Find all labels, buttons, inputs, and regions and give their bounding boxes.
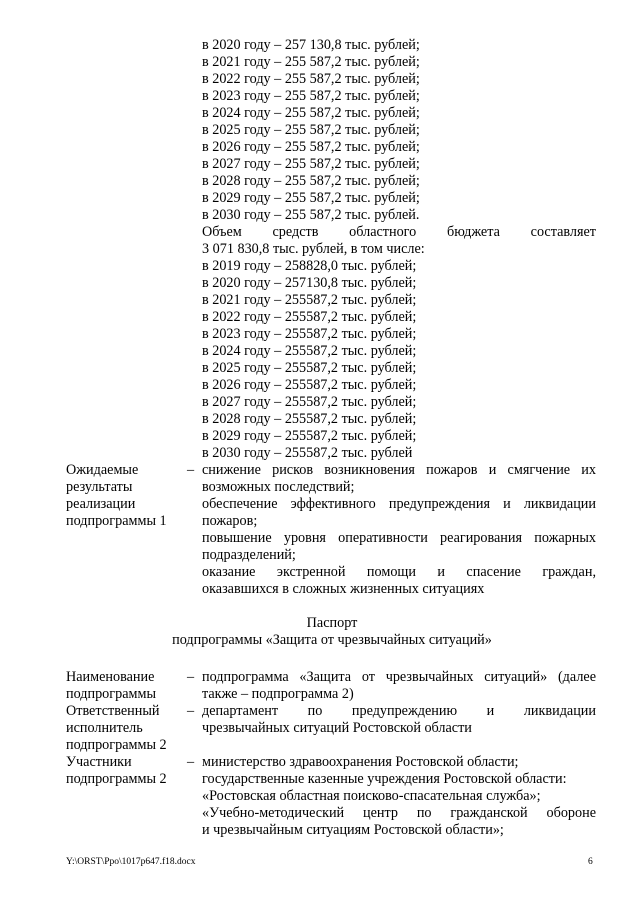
executor-label: исполнитель	[66, 720, 143, 736]
regional-budget-line: в 2023 году – 255587,2 тыс. рублей;	[202, 326, 417, 342]
name-label: Наименование	[66, 669, 155, 685]
executor-dash: –	[187, 703, 195, 719]
executor-value: департамент по предупреждению и ликвидации	[202, 703, 596, 719]
regional-budget-line: в 2025 году – 255587,2 тыс. рублей;	[202, 360, 417, 376]
results-label: Ожидаемые	[66, 462, 139, 478]
regional-budget-line: в 2026 году – 255587,2 тыс. рублей;	[202, 377, 417, 393]
budget-line: в 2022 году – 255 587,2 тыс. рублей;	[202, 71, 420, 87]
regional-budget-line: в 2029 году – 255587,2 тыс. рублей;	[202, 428, 417, 444]
regional-budget-line: в 2020 году – 257130,8 тыс. рублей;	[202, 275, 417, 291]
footer-file-path: Y:\ORST\Ppo\1017p647.f18.docx	[66, 857, 196, 867]
regional-budget-line: в 2024 году – 255587,2 тыс. рублей;	[202, 343, 417, 359]
regional-budget-line: в 2019 году – 258828,0 тыс. рублей;	[202, 258, 417, 274]
regional-budget-line: в 2030 году – 255587,2 тыс. рублей	[202, 445, 413, 461]
participants-label: подпрограммы 2	[66, 771, 167, 787]
regional-budget-intro: Объем средств областного бюджета составляет	[202, 224, 596, 240]
participants-dash: –	[187, 754, 195, 770]
budget-line: в 2023 году – 255 587,2 тыс. рублей;	[202, 88, 420, 104]
budget-line: в 2028 году – 255 587,2 тыс. рублей;	[202, 173, 420, 189]
regional-budget-line: в 2021 году – 255587,2 тыс. рублей;	[202, 292, 417, 308]
participants-value: министерство здравоохранения Ростовской области;	[202, 754, 519, 770]
regional-budget-line: в 2022 году – 255587,2 тыс. рублей;	[202, 309, 417, 325]
participants-value: «Ростовская областная поисково-спасательная служба»;	[202, 788, 541, 804]
results-dash: –	[187, 462, 195, 478]
regional-budget-line: в 2027 году – 255587,2 тыс. рублей;	[202, 394, 417, 410]
name-value: также – подпрограмма 2)	[202, 686, 354, 702]
executor-label: подпрограммы 2	[66, 737, 167, 753]
result-item-line: оказание экстренной помощи и спасение граждан,	[202, 564, 596, 580]
result-item-line: снижение рисков возникновения пожаров и смягчение их	[202, 462, 596, 478]
executor-label: Ответственный	[66, 703, 160, 719]
executor-value: чрезвычайных ситуаций Ростовской области	[202, 720, 472, 736]
passport-title: Паспорт	[306, 615, 358, 631]
name-dash: –	[187, 669, 195, 685]
result-item-line: возможных последствий;	[202, 479, 355, 495]
budget-line: в 2025 году – 255 587,2 тыс. рублей;	[202, 122, 420, 138]
result-item-line: повышение уровня оперативности реагирования пожарных	[202, 530, 596, 546]
regional-budget-total: 3 071 830,8 тыс. рублей, в том числе:	[202, 241, 425, 257]
name-value: подпрограмма «Защита от чрезвычайных ситуаций» (далее	[202, 669, 596, 685]
results-label: реализации	[66, 496, 136, 512]
participants-label: Участники	[66, 754, 132, 770]
budget-line: в 2020 году – 257 130,8 тыс. рублей;	[202, 37, 420, 53]
budget-line: в 2029 году – 255 587,2 тыс. рублей;	[202, 190, 420, 206]
results-label: результаты	[66, 479, 133, 495]
regional-budget-line: в 2028 году – 255587,2 тыс. рублей;	[202, 411, 417, 427]
budget-line: в 2030 году – 255 587,2 тыс. рублей.	[202, 207, 420, 223]
results-label: подпрограммы 1	[66, 513, 167, 529]
result-item-line: обеспечение эффективного предупреждения и ликвидации	[202, 496, 596, 512]
budget-line: в 2021 году – 255 587,2 тыс. рублей;	[202, 54, 420, 70]
result-item-line: подразделений;	[202, 547, 296, 563]
passport-subtitle: подпрограммы «Защита от чрезвычайных ситуаций»	[172, 632, 492, 648]
participants-value: и чрезвычайным ситуациям Ростовской области»;	[202, 822, 504, 838]
result-item-line: оказавшихся в сложных жизненных ситуациях	[202, 581, 485, 597]
budget-line: в 2027 году – 255 587,2 тыс. рублей;	[202, 156, 420, 172]
result-item-line: пожаров;	[202, 513, 258, 529]
footer-page-number: 6	[588, 857, 593, 867]
participants-value: «Учебно-методический центр по гражданской обороне	[202, 805, 596, 821]
participants-value: государственные казенные учреждения Ростовской области:	[202, 771, 567, 787]
name-label: подпрограммы	[66, 686, 156, 702]
budget-line: в 2024 году – 255 587,2 тыс. рублей;	[202, 105, 420, 121]
budget-line: в 2026 году – 255 587,2 тыс. рублей;	[202, 139, 420, 155]
